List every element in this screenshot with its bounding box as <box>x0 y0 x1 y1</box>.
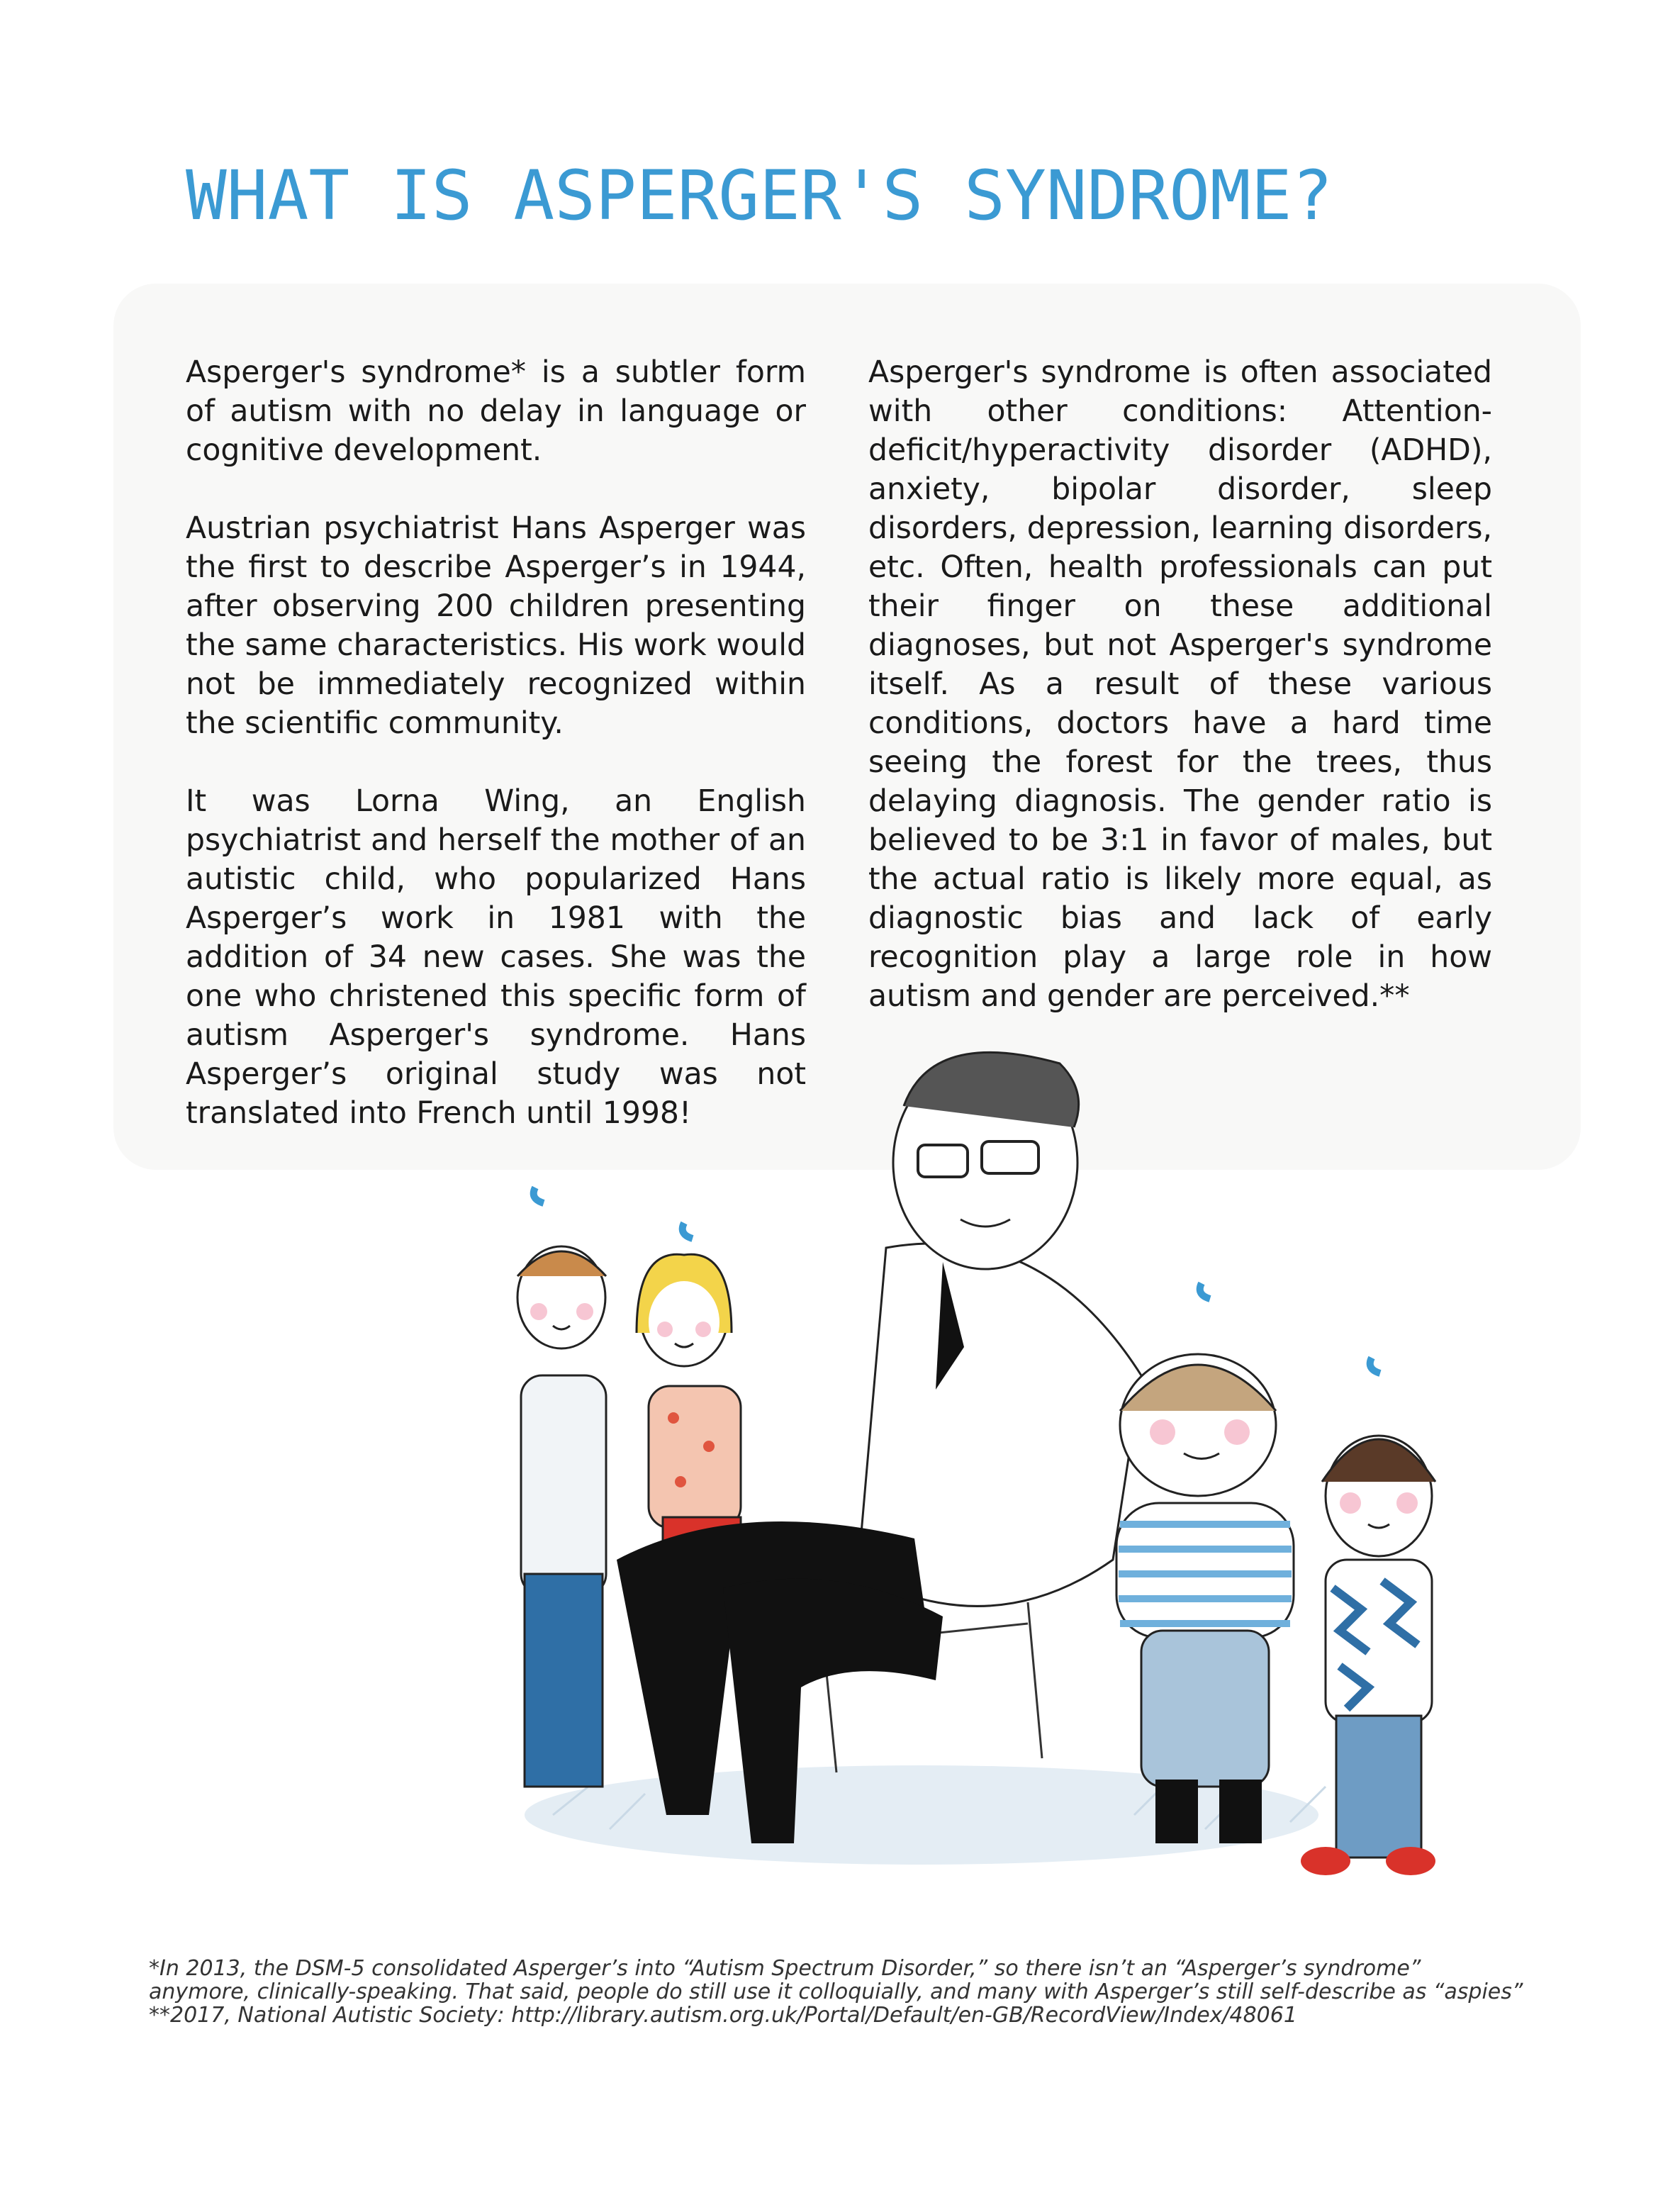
moon-icon <box>1200 1283 1210 1299</box>
paragraph-associated-conditions: Asperger's syndrome is often associated with other conditions: Attention-deficit/hyperactivity disorder (ADHD), anxiety, bipolar disorder, sleep disorders, depression, learning disorders, etc. Often, health professionals can put their finger on these additional diagnoses, but not Asperger's syndrome itself. As a result of these various conditions, doctors have a hard time seeing the forest for the trees, thus delaying diagnosis. The gender ratio is believed to be 3:1 in favor of males, but the actual ratio is likely more equal, as diagnostic bias and lack of early recognition play a large role in how autism and gender are perceived.** <box>868 355 1492 1014</box>
footnote-line: *In 2013, the DSM-5 consolidated Asperger’s into “Autism Spectrum Disorder,” so there isn’t an “Asperger’s syndrome” <box>149 1956 1421 1981</box>
footnote-source-line: **2017, National Autistic Society: http://library.autism.org.uk/Portal/Default/en-GB/RecordView/Index/48061 <box>149 2003 1297 2028</box>
moon-icon <box>683 1223 693 1239</box>
page-title: WHAT IS ASPERGER'S SYNDROME? <box>186 156 1333 235</box>
moon-icon <box>1370 1358 1380 1373</box>
boy-patterned-shirt <box>1301 1358 1435 1875</box>
footnote-line: anymore, clinically-speaking. That said, people do still use it colloquially, and many with Asperger’s still self-describe as “aspies” <box>149 1979 1523 2004</box>
paragraph-hans-asperger: Austrian psychiatrist Hans Asperger was the first to describe Asperger’s in 1944, after observing 200 children presenting the same characteristics. His work would not be immediately recognized within the scientific community. <box>186 511 806 741</box>
girl-floral-shirt <box>637 1223 741 1567</box>
footnotes <box>149 1957 1552 2027</box>
moon-icon <box>534 1188 544 1203</box>
paragraph-lorna-wing: It was Lorna Wing, an English psychiatrist and herself the mother of an autistic child, who popularized Hans Asperger’s work in 1981 with the addition of 34 new cases. She was the one who christened this specific form of autism Asperger's syndrome. Hans Asperger’s original study was not translated into French until 1998! <box>186 784 806 1131</box>
boy-white-shirt <box>517 1188 606 1787</box>
paragraph-definition: Asperger's syndrome* is a subtler form of autism with no delay in language or cognitive development. <box>186 355 806 468</box>
boy-striped-shirt <box>1116 1283 1294 1843</box>
